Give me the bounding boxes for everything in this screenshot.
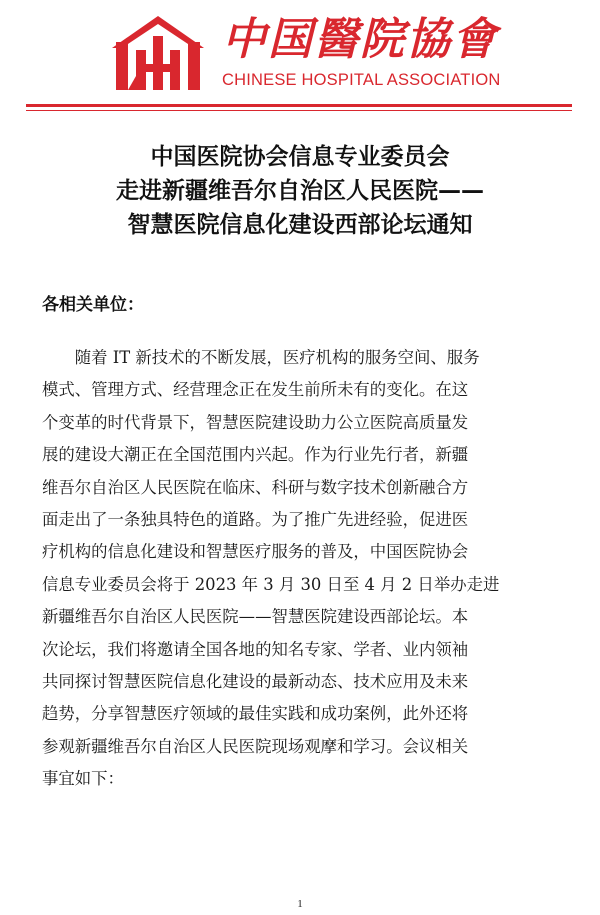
letterhead-divider-thick	[26, 104, 572, 107]
notice-title-line-2: 走进新疆维吾尔自治区人民医院——	[116, 178, 484, 204]
body-line: 面走出了一条独具特色的道路。为了推广先进经验，促进医	[42, 509, 469, 529]
letterhead	[0, 0, 600, 112]
body-line: 参观新疆维吾尔自治区人民医院现场观摩和学习。会议相关	[42, 736, 469, 756]
body-line: 个变革的时代背景下，智慧医院建设助力公立医院高质量发	[42, 412, 469, 432]
body-line: 随着 IT 新技术的不断发展，医疗机构的服务空间、服务	[42, 348, 480, 367]
body-line: 信息专业委员会将于 2023 年 3 月 30 日至 4 月 2 日举办走进	[42, 574, 500, 594]
body-line: 维吾尔自治区人民医院在临床、科研与数字技术创新融合方	[42, 477, 469, 497]
body-line: 新疆维吾尔自治区人民医院——智慧医院建设西部论坛。本	[42, 607, 469, 627]
notice-title-line-1: 中国医院协会信息专业委员会	[150, 144, 450, 170]
body-line: 共同探讨智慧医院信息化建设的最新动态、技术应用及未来	[42, 671, 469, 691]
hospital-association-logo-icon	[108, 14, 208, 92]
page-number: 1	[297, 898, 303, 910]
body-line: 疗机构的信息化建设和智慧医疗服务的普及，中国医院协会	[42, 542, 469, 562]
body-line: 事宜如下：	[42, 769, 124, 789]
org-name-english: CHINESE HOSPITAL ASSOCIATION	[222, 71, 501, 89]
body-line: 趋势，分享智慧医疗领域的最佳实践和成功案例，此外还将	[42, 704, 469, 724]
letterhead-divider-thin	[26, 110, 572, 111]
salutation: 各相关单位：	[42, 295, 144, 315]
notice-body	[42, 342, 562, 795]
body-line: 展的建设大潮正在全国范围内兴起。作为行业先行者，新疆	[42, 445, 469, 465]
body-line: 模式、管理方式、经营理念正在发生前所未有的变化。在这	[42, 380, 469, 400]
notice-title-line-3: 智慧医院信息化建设西部论坛通知	[127, 212, 473, 238]
org-name-chinese: 中国醫院協會	[222, 14, 498, 65]
body-line: 次论坛，我们将邀请全国各地的知名专家、学者、业内领袖	[42, 639, 469, 659]
notice-title	[30, 140, 570, 242]
